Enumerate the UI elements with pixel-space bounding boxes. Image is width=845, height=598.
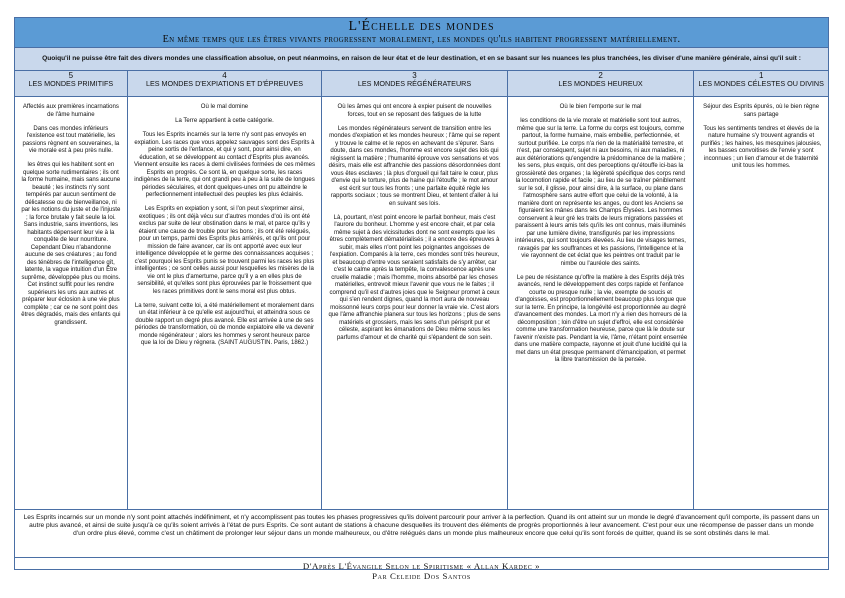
paragraph: Les mondes régénérateurs servent de transition entre les mondes d'expiation et les mondes heureux ; l'âme qui se repent y trouve le calme et le repos en achevant de s'épurer. Sans doute, dans ces mondes, l'homme est encore sujet des lois qui régissent la matière ; l'humanité éprouve vos sensations et vos désirs, mais elle est affranchie des passions désordonnées dont vous êtes esclaves ; là plus d'orgueil qui fait taire le cœur, plus d'envie qui le torture, plus de haine qui l'étouffe ; le mot amour est écrit sur tous les fronts ; une parfaite équité règle les rapports sociaux ; tous se montrent Dieu, et tentent d'aller à lui en suivant ses lois. [328, 125, 501, 207]
credit-author: Par Celeide Dos Santos [372, 571, 471, 581]
column-header [694, 71, 828, 97]
column-label: LES MONDES HEUREUX [558, 79, 643, 88]
worlds-table [15, 71, 828, 510]
paragraph: Séjour des Esprits épurés, où le bien règne sans partage [703, 104, 820, 118]
paragraph: La terre, suivant cette loi, a été matériellement et moralement dans un état inférieur à ce qu'elle est aujourd'hui, et atteindra sous ce double rapport un degré plus avancé. Elle est arrivée à une de ses périodes de transformation, où de monde expiatoire elle va devenir monde régénérateur ; alors les hommes y seront heureux parce que la loi de Dieu y régnera. (SAINT AUGUSTIN. Paris, 1862.) [134, 302, 315, 346]
column-primitive-worlds [15, 71, 128, 509]
paragraph: Tous les sentiments tendres et élevés de la nature humaine s'y trouvent agrandis et purifiés ; les haines, les mesquines jalousies, les basses convoitises de l'envie y sont inconnues ; un lien d'amour et de fraternité unit tous les hommes. [700, 125, 822, 169]
column-number: 5 [68, 71, 74, 80]
column-body [128, 97, 322, 356]
document-frame [14, 17, 829, 581]
column-header [508, 71, 694, 97]
column-expiation-worlds [128, 71, 323, 509]
column-number: 1 [758, 71, 764, 80]
conclusion-text: Les Esprits incarnés sur un monde n'y sont point attachés indéfiniment, et n'y accomplissent pas toutes les phases progressives qu'ils doivent parcourir pour arriver à la perfection. Quand ils ont atteint sur un monde le degré d'avancement qu'il comporte, ils passent dans un autre plus avancé, et ainsi de suite jusqu'à ce qu'ils soient arrivés à l'état de purs Esprits. Ce sont autant de stations à chacune desquelles ils trouvent des éléments de progrès proportionnés à leur avancement. C'est pour eux une récompense de passer dans un monde d'un ordre plus élevé, comme c'est un châtiment de prolonger leur séjour dans un monde malheureux, ou d'être relégués dans un monde plus malheureux encore que celui qu'ils sont forcés de quitter, quand ils se sont obstinés dans le mal. [15, 510, 828, 558]
paragraph: Les Esprits en expiation y sont, si l'on peut s'exprimer ainsi, exotiques ; ils ont déjà vécu sur d'autres mondes d'où ils ont été exclus par suite de leur obstination dans le mal, et parce qu'ils y étaient une cause de trouble pour les bons ; ils ont été relégués, pour un temps, parmi des Esprits plus arriérés, et qu'ils ont pour mission de faire avancer, car ils ont apporté avec eux leur intelligence développée et le germe des connaissances acquises ; c'est pourquoi les Esprits punis se trouvent parmi les races les plus intelligentes ; ce sont celles aussi pour lesquelles les misères de la vie ont le plus d'amertume, parce qu'il y a en elles plus de sensibilité, et qu'elles sont plus éprouvées par le froissement que les races primitives dont le sens moral est plus obtus. [134, 206, 315, 295]
column-number: 3 [412, 71, 417, 80]
paragraph: Le peu de résistance qu'offre la matière à des Esprits déjà très avancés, rend le développement des corps rapide et l'enfance courte ou presque nulle ; la vie, exempte de soucis et d'angoisses, est proportionnellement beaucoup plus longue que sur la terre. En principe, la longévité est proportionnée au degré d'avancement des mondes. La mort n'y a rien des horreurs de la décomposition ; loin d'être un sujet d'effroi, elle est considérée comme une transformation heureuse, parce que là le doute sur l'avenir n'existe pas. Pendant la vie, l'âme, n'étant point enserrée dans une matière compacte, rayonne et jouit d'une lucidité qui la met dans un état presque permanent d'émancipation, et permet la libre transmission de la pensée. [513, 274, 688, 363]
column-header [15, 71, 127, 97]
paragraph: Où les âmes qui ont encore à expier puisent de nouvelles forces, tout en se reposant des fatigues de la lutte [337, 104, 492, 118]
intro-text: Quoiqu'il ne puisse être fait des divers mondes une classification absolue, on peut néanmoins, en raison de leur état et de leur destination, et en se basant sur les nuances les plus tranchées, les diviser d'une manière générale, ainsi qu'il suit : [15, 48, 828, 71]
column-body [15, 97, 127, 336]
column-regenerating-worlds [322, 71, 508, 509]
column-header [322, 71, 507, 97]
paragraph: les êtres qui les habitent sont en quelque sorte rudimentaires ; ils ont la forme humaine, mais sans aucune beauté ; les instincts n'y sont tempérés par aucun sentiment de délicatesse ou de bienveillance, ni par les notions du juste et de l'injuste ; la force brutale y fait seule la loi. Sans industrie, sans inventions, les habitants dépensent leur vie à la conquête de leur nourriture. Cependant Dieu n'abandonne aucune de ses créatures ; au fond des ténèbres de l'intelligence gît, latente, la vague intuition d'un Être suprême, développée plus ou moins. Cet instinct suffit pour les rendre supérieurs les uns aux autres et préparer leur éclosion à une vie plus complète ; car ce ne sont point des êtres dégradés, mais des enfants qui grandissent. [21, 162, 121, 326]
column-happy-worlds [508, 71, 695, 509]
paragraph: La Terre appartient à cette catégorie. [175, 118, 274, 124]
column-body [322, 97, 507, 351]
column-number: 2 [598, 71, 603, 80]
paragraph: Là, pourtant, n'est point encore le parfait bonheur, mais c'est l'aurore du bonheur. L'homme y est encore chair, et par cela même sujet à des vicissitudes dont ne sont exempts que les êtres complètement dématérialisés ; il a encore des épreuves à subir, mais elles n'ont point les poignantes angoisses de l'expiation. Comparés à la terre, ces mondes sont très heureux, et beaucoup d'entre vous seraient satisfaits de s'y arrêter, car c'est le calme après la tempête, la convalescence après une cruelle maladie ; mais l'homme, moins absorbé par les choses matérielles, entrevoit mieux l'avenir que vous ne le faites ; il comprend qu'il est d'autres joies que le Seigneur promet à ceux qui s'en rendent dignes, quand la mort aura de nouveau moissonné leurs corps pour leur donner la vraie vie. C'est alors que l'âme affranchie planera sur tous les horizons ; plus de sens matériels et grossiers, mais les sens d'un périsprit pur et céleste, aspirant les émanations de Dieu même sous les parfums d'amour et de charité qui s'épandent de son sein. [328, 214, 501, 341]
credit-source: D'Après L'Évangile Selon le Spiritisme « Allan Kardec » [302, 561, 541, 571]
paragraph: Dans ces mondes inférieurs l'existence est tout matérielle, les passions règnent en souveraines, la vie morale est à peu près nulle. [22, 125, 120, 154]
column-label: LES MONDES PRIMITIFS [28, 79, 114, 88]
column-body [508, 97, 694, 373]
column-number: 4 [222, 71, 227, 80]
column-label: LES MONDES D'EXPIATIONS ET D'ÉPREUVES [145, 79, 303, 88]
page-subtitle: En même temps que les êtres vivants progressent moralement, les mondes qu'ils habitent progressent matériellement. [162, 34, 681, 45]
credit-block [15, 558, 828, 581]
column-label: LES MONDES CÉLESTES OU DIVINS [698, 79, 824, 88]
title-banner [15, 18, 828, 48]
page-title: L'Échelle des mondes [348, 19, 495, 34]
paragraph: Où le mal domine [200, 104, 249, 110]
column-label: LES MONDES RÉGÉNÉRATEURS [357, 79, 472, 88]
paragraph: Où le bien l'emporte sur le mal [559, 104, 642, 110]
paragraph: Tous les Esprits incarnés sur la terre n'y sont pas envoyés en expiation. Les races que vous appelez sauvages sont des Esprits à peine sortis de l'enfance, et qui y sont, pour ainsi dire, en éducation, et se développent au contact d'Esprits plus avancés. Viennent ensuite les races à demi civilisées formées de ces mêmes Esprits en progrès. Ce sont là, en quelque sorte, les races indigènes de la terre, qui ont grandi peu à peu à la suite de longues périodes séculaires, et dont quelques-unes ont pu atteindre le perfectionnement intellectuel des peuples les plus éclairés. [133, 132, 315, 198]
column-body [694, 97, 828, 179]
paragraph: les conditions de la vie morale et matérielle sont tout autres, même que sur la terre. La forme du corps est toujours, comme partout, la forme humaine, mais embellie, perfectionnée, et surtout purifiée. Le corps n'a rien de la matérialité terrestre, et n'est, par conséquent, sujet ni aux besoins, ni aux maladies, ni aux détériorations qu'engendre la prédominance de la matière ; les sens, plus exquis, ont des perceptions qu'étouffe ici-bas la grossièreté des organes ; la légèreté spécifique des corps rend la locomotion rapide et facile ; au lieu de se traîner péniblement sur le sol, il glisse, pour ainsi dire, à la surface, ou plane dans l'atmosphère sans autre effort que celui de la volonté, à la manière dont on représente les anges, ou dont les Anciens se figuraient les mânes dans les Champs Élysées. Les hommes conservent à leur gré les traits de leurs migrations passées et paraissent à leurs amis tels qu'ils les ont connus, mais illuminés par une lumière divine, transfigurés par les impressions intérieures, qui sont toujours élevées. Au lieu de visages ternes, ravagés par les souffrances et les passions, l'intelligence et la vie rayonnent de cet éclat que les peintres ont traduit par le nimbe ou l'auréole des saints. [515, 118, 686, 267]
column-header [128, 71, 322, 97]
paragraph: Affectés aux premières incarnations de l'âme humaine [22, 104, 119, 118]
column-celestial-worlds [694, 71, 828, 509]
